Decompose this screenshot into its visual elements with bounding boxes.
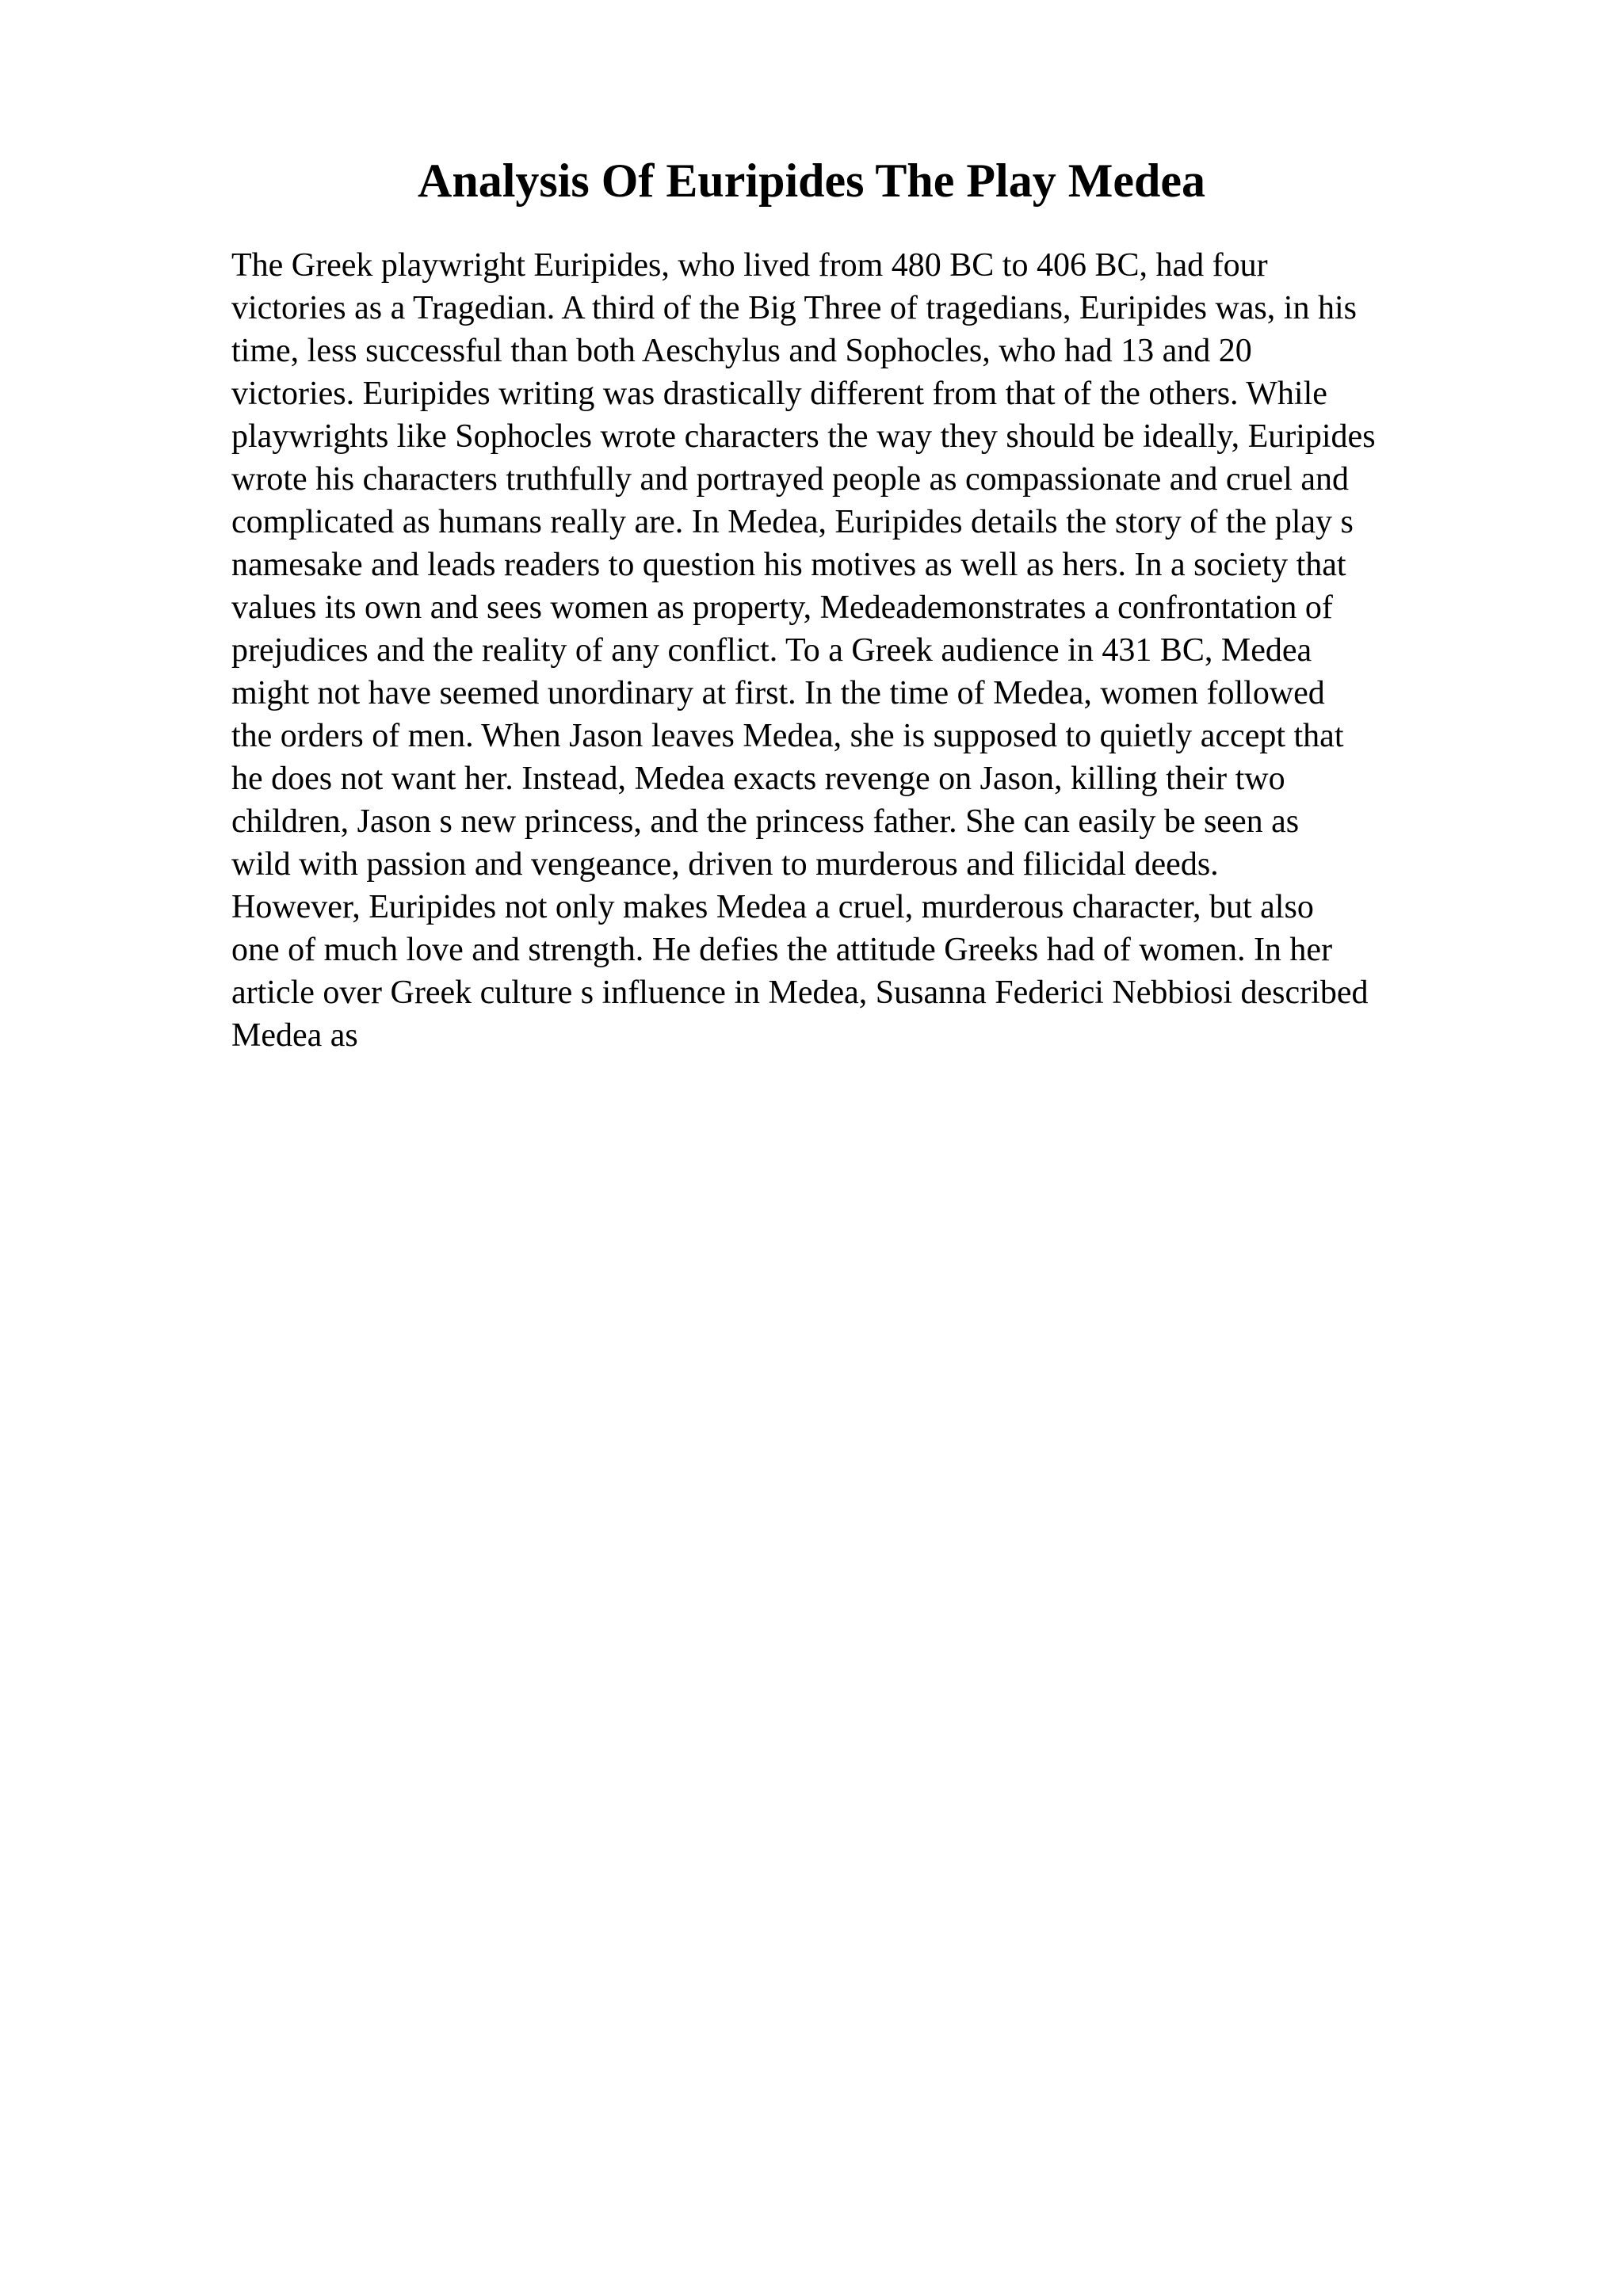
body-line: the orders of men. When Jason leaves Medea, she is supposed to quietly accept that	[231, 718, 1344, 754]
body-line: time, less successful than both Aeschylus and Sophocles, who had 13 and 20	[231, 333, 1252, 369]
document-title: Analysis Of Euripides The Play Medea	[418, 154, 1205, 207]
body-line: complicated as humans really are. In Medea, Euripides details the story of the play s	[231, 504, 1354, 540]
body-line: values its own and sees women as property, Medeademonstrates a confrontation of	[231, 589, 1333, 626]
document-body	[231, 244, 1515, 1057]
body-line: wild with passion and vengeance, driven to murderous and filicidal deeds.	[231, 846, 1219, 883]
body-line: namesake and leads readers to question his motives as well as hers. In a society that	[231, 547, 1346, 583]
body-line: one of much love and strength. He defies the attitude Greeks had of women. In her	[231, 932, 1333, 968]
body-line: victories. Euripides writing was drastically different from that of the others. While	[231, 376, 1327, 412]
body-line: The Greek playwright Euripides, who lived from 480 BC to 406 BC, had four	[231, 247, 1268, 284]
body-line: article over Greek culture s influence in Medea, Susanna Federici Nebbiosi described	[231, 974, 1369, 1011]
body-line: prejudices and the reality of any conflict. To a Greek audience in 431 BC, Medea	[231, 632, 1312, 669]
body-line: victories as a Tragedian. A third of the Big Three of tragedians, Euripides was, in his	[231, 290, 1357, 326]
body-line: playwrights like Sophocles wrote characters the way they should be ideally, Euripides	[231, 418, 1376, 455]
body-line: Medea as	[231, 1017, 358, 1054]
body-line: he does not want her. Instead, Medea exacts revenge on Jason, killing their two	[231, 761, 1285, 797]
body-line: However, Euripides not only makes Medea a cruel, murderous character, but also	[231, 889, 1314, 925]
body-line: wrote his characters truthfully and portrayed people as compassionate and cruel and	[231, 461, 1349, 498]
body-line: children, Jason s new princess, and the princess father. She can easily be seen as	[231, 803, 1300, 840]
body-line: might not have seemed unordinary at first. In the time of Medea, women followed	[231, 675, 1325, 711]
